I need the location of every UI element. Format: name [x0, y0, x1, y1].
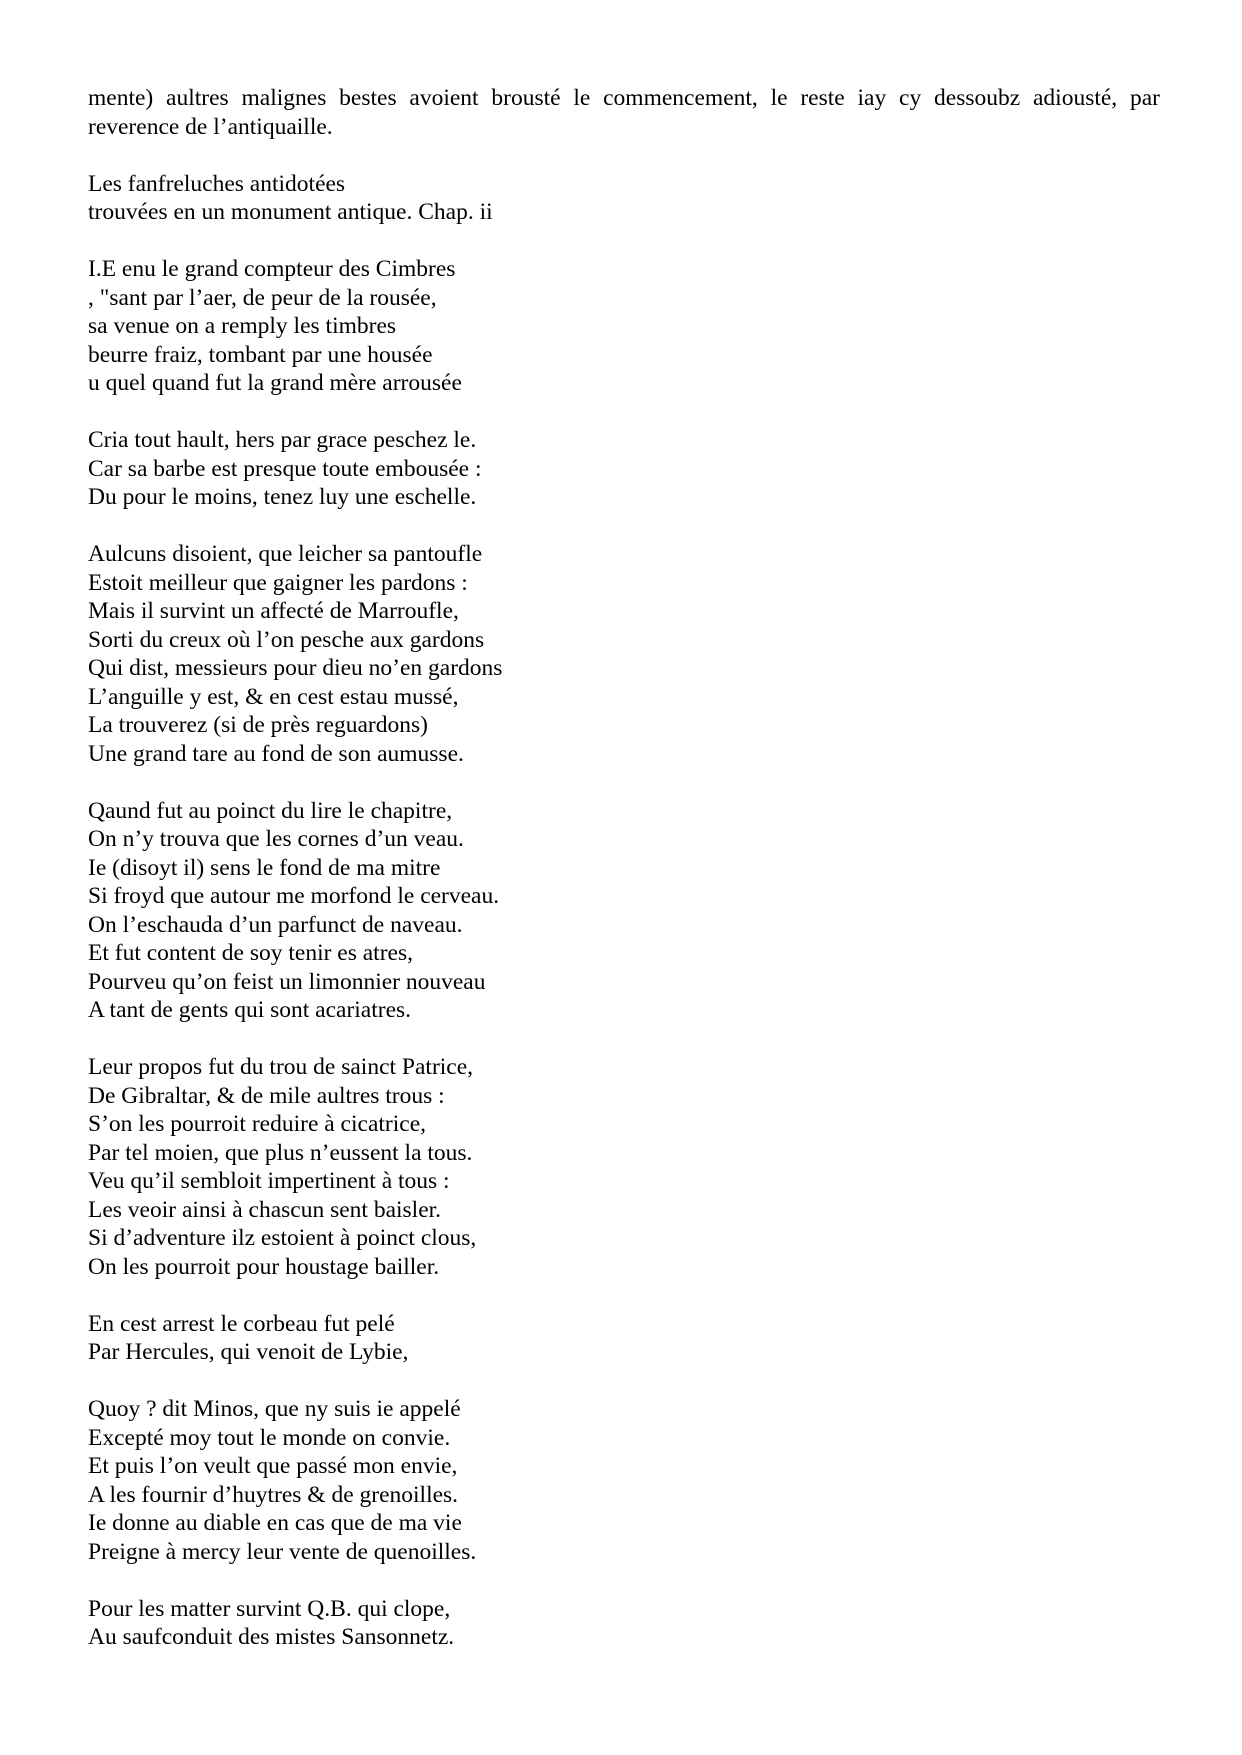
verse-line: Au saufconduit des mistes Sansonnetz. [88, 1624, 455, 1650]
verse-line: Mais il survint un affecté de Marroufle, [88, 598, 459, 624]
verse-line: Quoy ? dit Minos, que ny suis ie appelé [88, 1396, 461, 1422]
chapter-heading [88, 170, 1160, 227]
verse-line: Et puis l’on veult que passé mon envie, [88, 1453, 458, 1479]
verse-line: Ie (disoyt il) sens le fond de ma mitre [88, 854, 441, 881]
stanza [88, 540, 1160, 768]
verse-line: On les pourroit pour houstage bailler. [88, 1253, 440, 1280]
verse-line: Une grand tare au fond de son aumusse. [88, 740, 464, 767]
stanza [88, 797, 1160, 1025]
verse-line: A les fournir d’huytres & de grenoilles. [88, 1481, 459, 1508]
verse-line: L’anguille y est, & en cest estau mussé, [88, 683, 459, 710]
heading-line: trouvées en un monument antique. Chap. ii [88, 199, 493, 225]
stanza [88, 1310, 1160, 1367]
verse-line: Pourveu qu’on feist un limonnier nouveau [88, 968, 486, 995]
verse-line: A tant de gents qui sont acariatres. [88, 997, 412, 1023]
verse-line: Pour les matter survint Q.B. qui clope, [88, 1595, 451, 1622]
stanza [88, 1395, 1160, 1566]
verse-line: Qaund fut au poinct du lire le chapitre, [88, 797, 453, 824]
verse-line: S’on les pourroit reduire à cicatrice, [88, 1111, 426, 1137]
stanza [88, 1053, 1160, 1281]
verse-line: La trouverez (si de près reguardons) [88, 712, 428, 738]
stanza [88, 426, 1160, 512]
verse-line: De Gibraltar, & de mile aultres trous : [88, 1082, 445, 1109]
verse-line: beurre fraiz, tombant par une housée [88, 341, 433, 368]
verse-line: Estoit meilleur que gaigner les pardons : [88, 569, 468, 596]
verse-line: sa venue on a remply les timbres [88, 313, 397, 339]
verse-line: Car sa barbe est presque toute embousée : [88, 455, 482, 482]
verse-line: Les veoir ainsi à chascun sent baisler. [88, 1196, 442, 1223]
verse-line: Cria tout hault, hers par grace peschez le. [88, 427, 477, 453]
verse-line: On n’y trouva que les cornes d’un veau. [88, 826, 464, 852]
verse-line: u quel quand fut la grand mère arrousée [88, 370, 462, 396]
intro-paragraph: mente) aultres malignes bestes avoient brousté le commencement, le reste iay cy dessoubz adiousté, par reverence de l’antiquaille. [88, 85, 1160, 140]
document-page [88, 84, 1160, 1680]
verse-line: Qui dist, messieurs pour dieu no’en gardons [88, 655, 503, 681]
verse-line: Aulcuns disoient, que leicher sa pantoufle [88, 541, 483, 567]
stanza [88, 1595, 1160, 1652]
verse-line: Ie donne au diable en cas que de ma vie [88, 1510, 462, 1536]
verse-line: Si froyd que autour me morfond le cerveau. [88, 883, 500, 909]
verse-line: , "sant par l’aer, de peur de la rousée, [88, 284, 437, 311]
stanza [88, 255, 1160, 398]
verse-line: En cest arrest le corbeau fut pelé [88, 1310, 395, 1337]
verse-line: Preigne à mercy leur vente de quenoilles. [88, 1538, 477, 1565]
verse-line: I.E enu le grand compteur des Cimbres [88, 256, 456, 282]
verse-line: On l’eschauda d’un parfunct de naveau. [88, 911, 463, 938]
verse-line: Par tel moien, que plus n’eussent la tous. [88, 1139, 473, 1166]
verse-line: Si d’adventure ilz estoient à poinct clous, [88, 1225, 477, 1251]
verse-line: Du pour le moins, tenez luy une eschelle. [88, 484, 477, 510]
verse-line: Et fut content de soy tenir es atres, [88, 940, 413, 966]
verse-line: Par Hercules, qui venoit de Lybie, [88, 1339, 409, 1365]
verse-line: Veu qu’il sembloit impertinent à tous : [88, 1168, 450, 1194]
verse-line: Leur propos fut du trou de sainct Patrice, [88, 1054, 474, 1080]
verse-line: Sorti du creux où l’on pesche aux gardons [88, 626, 485, 653]
verse-line: Excepté moy tout le monde on convie. [88, 1424, 451, 1451]
heading-line: Les fanfreluches antidotées [88, 170, 346, 197]
